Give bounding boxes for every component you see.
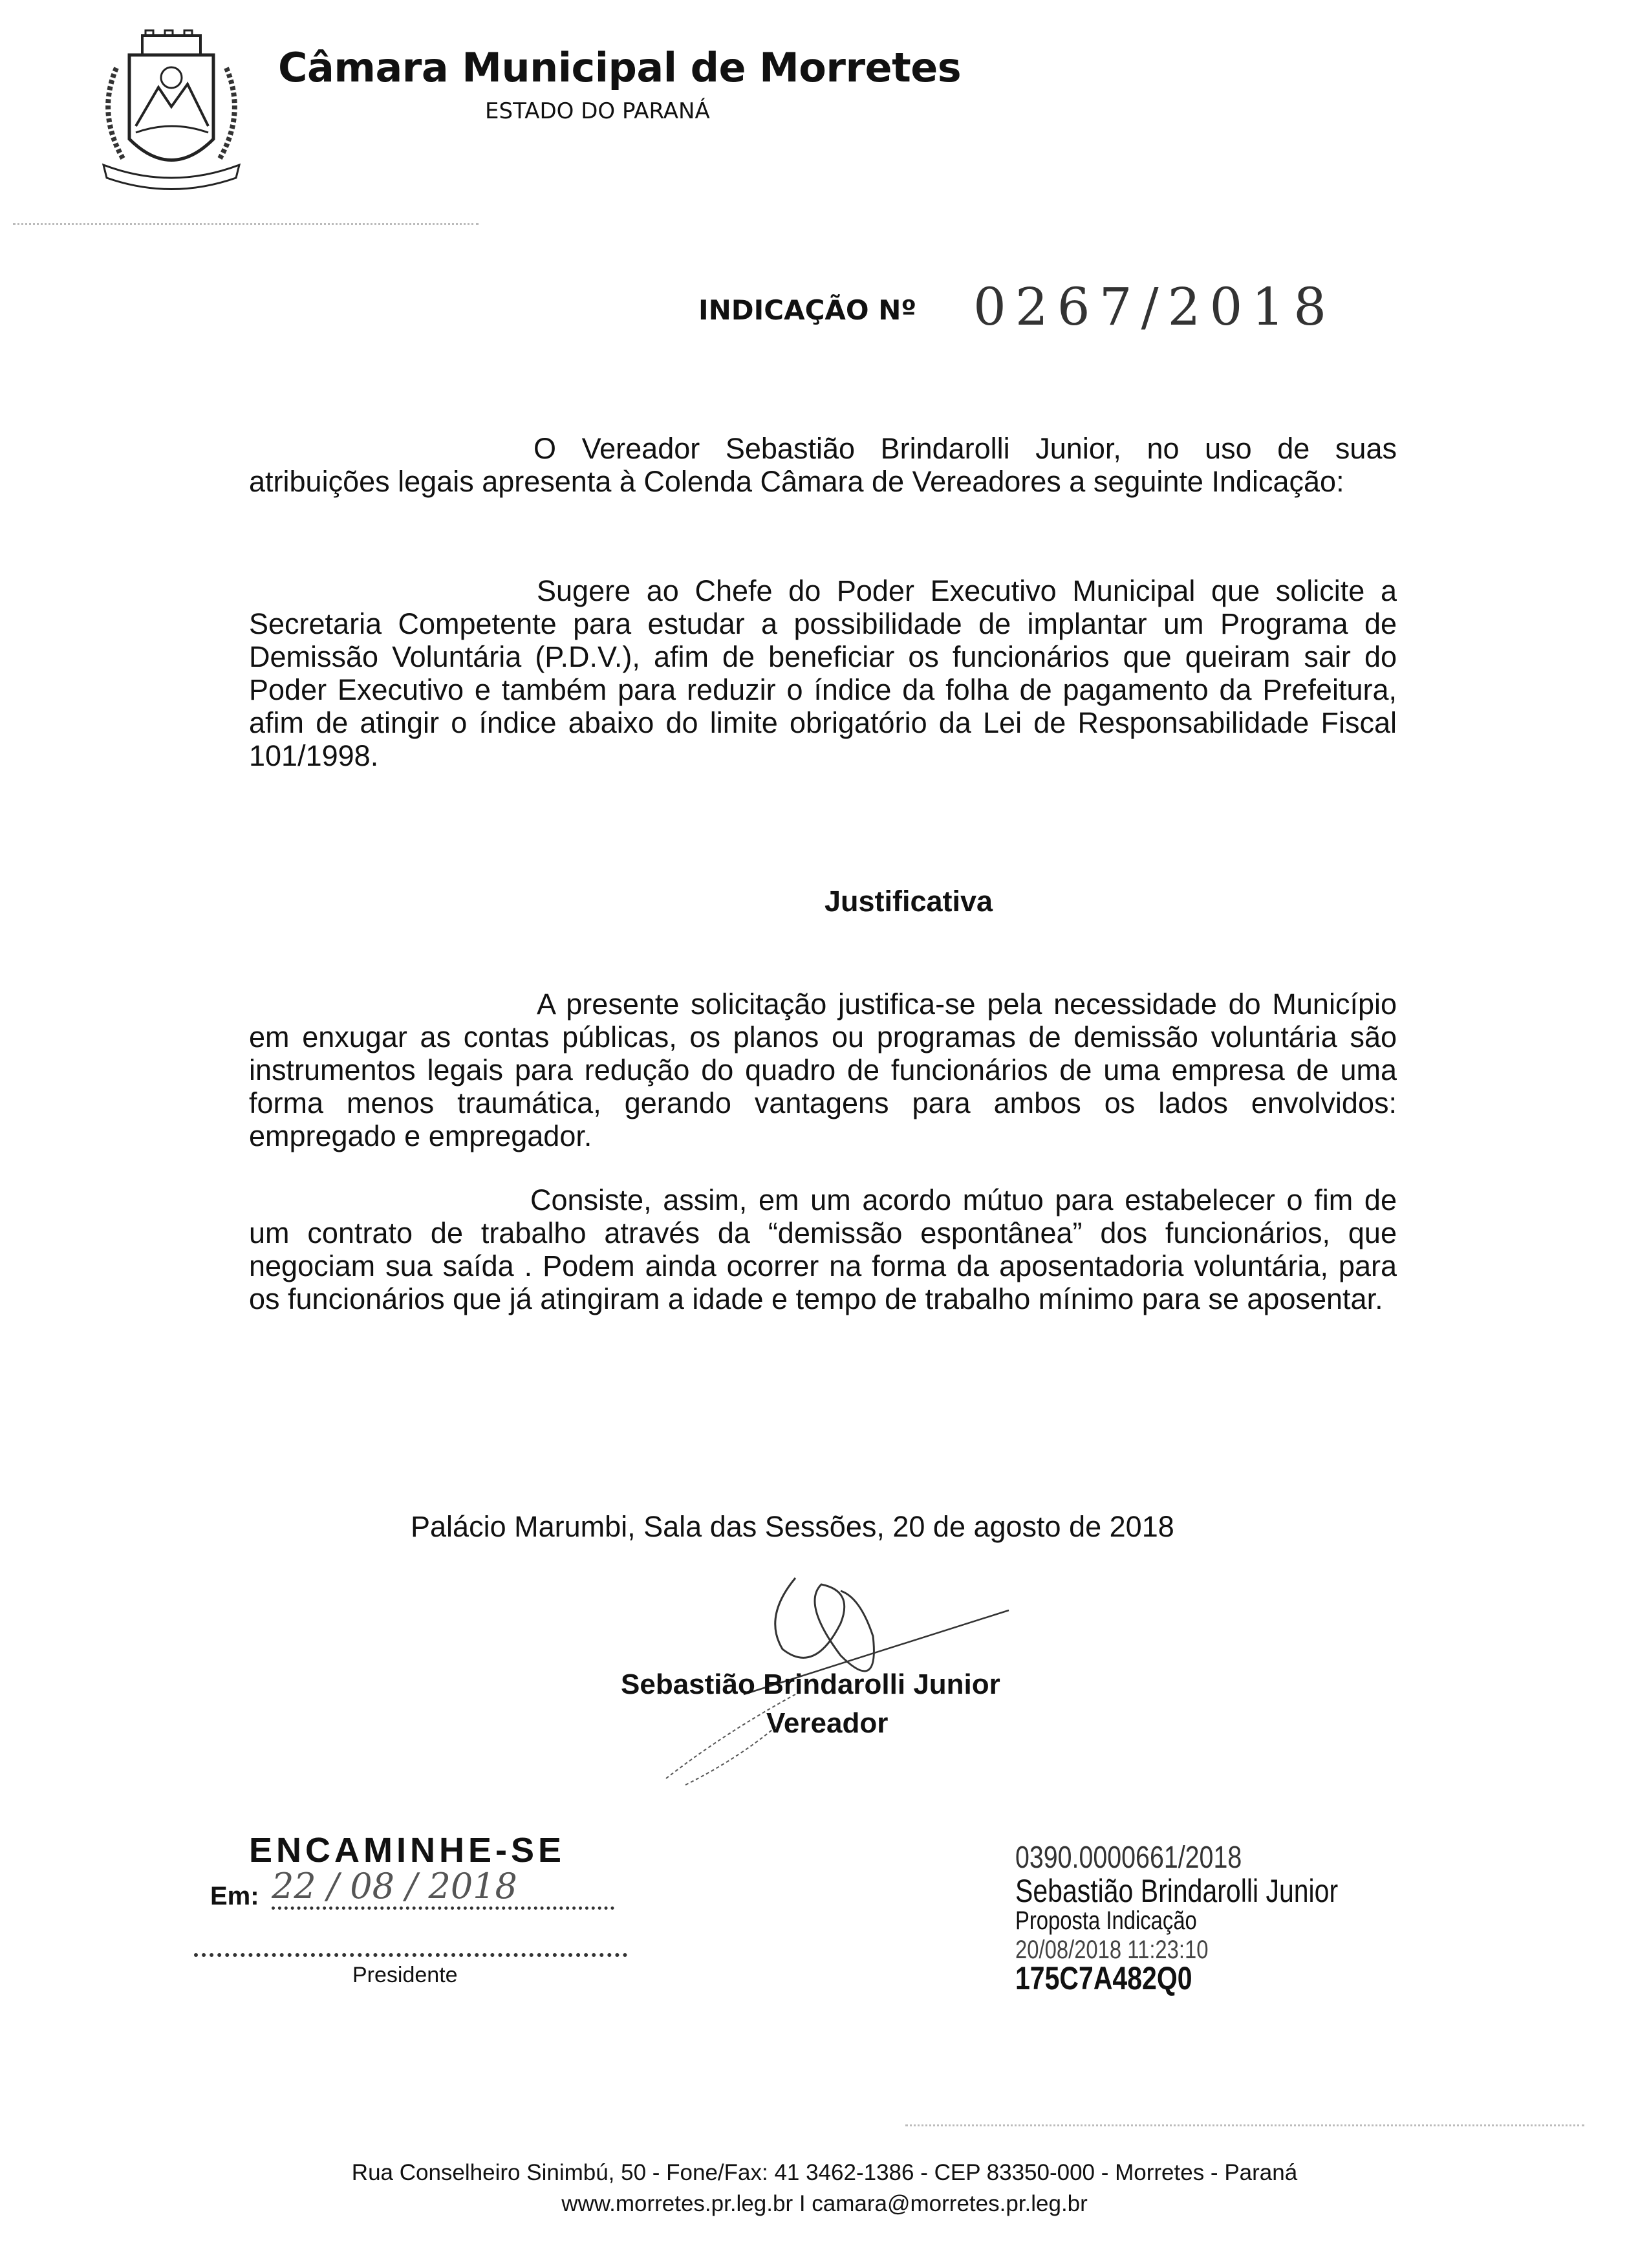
signer-name: Sebastião Brindarolli Junior (621, 1669, 1000, 1700)
intro-paragraph: O Vereador Sebastião Brindarolli Junior, no uso de suas atribuições legais apresenta à Colenda Câmara de Vereadores a seguinte Indicação: (249, 432, 1397, 498)
signer-role: Vereador (766, 1707, 889, 1739)
protocol-type: Proposta Indicação (1015, 1906, 1197, 1935)
dispatch-label: ENCAMINHE-SE (249, 1831, 566, 1870)
footer-address: Rua Conselheiro Sinimbú, 50 - Fone/Fax: 41 3462-1386 - CEP 83350-000 - Morretes - Paraná (351, 2160, 1298, 2185)
dispatch-date-handwritten: 22 / 08 / 2018 (272, 1866, 614, 1910)
state-subtitle: ESTADO DO PARANÁ (485, 98, 710, 124)
indication-label: INDICAÇÃO Nº (698, 294, 917, 326)
justification-paragraph-2: Consiste, assim, em um acordo mútuo para estabelecer o fim de um contrato de trabalho através da “demissão espontânea” dos funcionários, que negociam sua saída . Podem ainda ocorrer na forma da aposentadoria voluntária, para os funcionários que já atingiram a idade e tempo de trabalho mínimo para se aposentar. (249, 1183, 1397, 1315)
institution-title: Câmara Municipal de Morretes (278, 44, 962, 91)
footer-divider (905, 2124, 1584, 2126)
indication-number: 0267/2018 (973, 277, 1336, 337)
footer-contact: www.morretes.pr.leg.br I camara@morretes.pr.leg.br (561, 2191, 1088, 2216)
protocol-number: 0390.0000661/2018 (1015, 1841, 1242, 1875)
justification-paragraph-1: A presente solicitação justifica-se pela necessidade do Município em enxugar as contas públicas, os planos ou programas de demissão voluntária são instrumentos legais para redução do quadro de funcionários de uma empresa de uma forma menos traumática, gerando vantagens para ambos os lados envolvidos: empregado e empregador. (249, 988, 1397, 1152)
place-date: Palácio Marumbi, Sala das Sessões, 20 de agosto de 2018 (411, 1510, 1174, 1543)
protocol-author: Sebastião Brindarolli Junior (1015, 1873, 1339, 1909)
header-divider (13, 223, 479, 225)
dispatch-date-label: Em: (210, 1882, 259, 1910)
justification-heading: Justificativa (824, 885, 993, 918)
president-label: Presidente (352, 1963, 458, 1987)
suggestion-paragraph: Sugere ao Chefe do Poder Executivo Municipal que solicite a Secretaria Competente para estudar a possibilidade de implantar um Programa de Demissão Voluntária (P.D.V.), afim de beneficiar os funcionários que queiram sair do Poder Executivo e também para reduzir o índice da folha de pagamento da Prefeitura, afim de atingir o índice abaixo do limite obrigatório da Lei de Responsabilidade Fiscal 101/1998. (249, 574, 1397, 772)
protocol-datetime: 20/08/2018 11:23:10 (1015, 1936, 1209, 1964)
protocol-code: 175C7A482Q0 (1015, 1960, 1192, 1996)
coat-of-arms-logo (91, 29, 252, 207)
president-signature-line (194, 1953, 627, 1957)
